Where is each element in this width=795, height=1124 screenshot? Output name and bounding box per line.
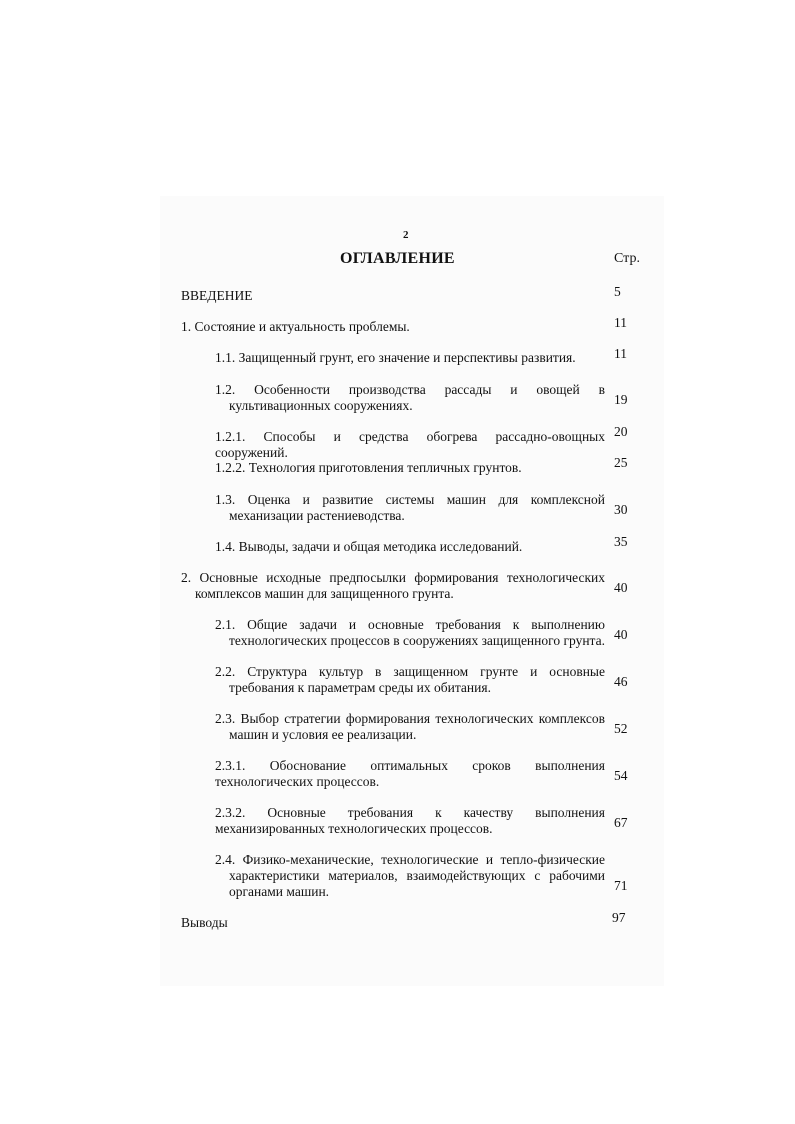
toc-entry-section-1-4[interactable] (215, 539, 605, 555)
toc-entry-text: 2.4. Физико-механические, технологические и тепло-физические характеристики материалов, взаимодействующих с рабочими органами машин. (215, 852, 605, 899)
toc-entry-section-1-2[interactable] (215, 382, 605, 414)
toc-entry-text: 1.2. Особенности производства рассады и овощей в культивационных сооружениях. (215, 382, 605, 413)
toc-entry-introduction[interactable] (181, 288, 601, 304)
toc-entry-chapter-1[interactable] (181, 319, 601, 335)
toc-page-number: 40 (614, 580, 628, 595)
page-title: ОГЛАВЛЕНИЕ (340, 250, 455, 267)
toc-entry-section-2-2[interactable] (215, 664, 605, 696)
toc-entry-text: 1.1. Защищенный грунт, его значение и перспективы развития. (215, 350, 576, 365)
toc-entry-text: 2. Основные исходные предпосылки формирования технологических комплексов машин для защищенного грунта. (181, 570, 605, 601)
toc-page-number: 46 (614, 674, 628, 689)
toc-entry-conclusions[interactable] (181, 915, 601, 931)
toc-entry-text: 1.2.1. Способы и средства обогрева рассадно-овощных сооружений. (215, 429, 605, 460)
toc-page-number: 20 (614, 424, 628, 439)
toc-entry-text: 2.3. Выбор стратегии формирования технологических комплексов машин и условия ее реализации. (215, 711, 605, 742)
toc-entry-section-2-3[interactable] (215, 711, 605, 743)
page-column-header: Стр. (614, 251, 640, 266)
toc-entry-section-1-2-1[interactable] (215, 429, 605, 461)
toc-page-number: 35 (614, 534, 628, 549)
toc-entry-chapter-2[interactable] (181, 570, 605, 602)
toc-page-number: 30 (614, 502, 628, 517)
toc-page-number: 54 (614, 768, 628, 783)
toc-entry-text: 1.2.2. Технология приготовления тепличных грунтов. (215, 460, 522, 475)
toc-entry-text: 2.2. Структура культур в защищенном грунте и основные требования к параметрам среды их обитания. (215, 664, 605, 695)
toc-page-number: 11 (614, 315, 627, 330)
toc-entry-section-2-1[interactable] (215, 617, 605, 649)
toc-page-number: 67 (614, 815, 628, 830)
toc-entry-text: 1.4. Выводы, задачи и общая методика исследований. (215, 539, 523, 554)
toc-page-number: 11 (614, 346, 627, 361)
toc-entry-section-1-3[interactable] (215, 492, 605, 524)
toc-page-number: 97 (612, 910, 626, 925)
toc-entry-text: 1. Состояние и актуальность проблемы. (181, 319, 410, 334)
toc-entry-section-2-4[interactable] (215, 852, 605, 900)
toc-entry-section-1-2-2[interactable] (215, 460, 605, 476)
toc-entry-text: 2.1. Общие задачи и основные требования к выполнению технологических процессов в сооружениях защищенного грунта. (215, 617, 605, 648)
toc-page-number: 25 (614, 455, 628, 470)
toc-page-number: 19 (614, 392, 628, 407)
toc-entry-text: 2.3.1. Обоснование оптимальных сроков выполнения технологических процессов. (215, 758, 605, 789)
page-number: 2 (403, 229, 409, 241)
toc-entry-section-1-1[interactable] (215, 350, 605, 366)
toc-entry-text: 1.3. Оценка и развитие системы машин для комплексной механизации растениеводства. (215, 492, 605, 523)
toc-entry-text: ВВЕДЕНИЕ (181, 288, 253, 303)
toc-page-number: 71 (614, 878, 628, 893)
toc-page-number: 5 (614, 284, 621, 299)
toc-entry-text: 2.3.2. Основные требования к качеству выполнения механизированных технологических процессов. (215, 805, 605, 836)
toc-entry-text: Выводы (181, 915, 228, 930)
toc-page-number: 52 (614, 721, 628, 736)
toc-page-number: 40 (614, 627, 628, 642)
toc-entry-section-2-3-1[interactable] (215, 758, 605, 790)
toc-entry-section-2-3-2[interactable] (215, 805, 605, 837)
